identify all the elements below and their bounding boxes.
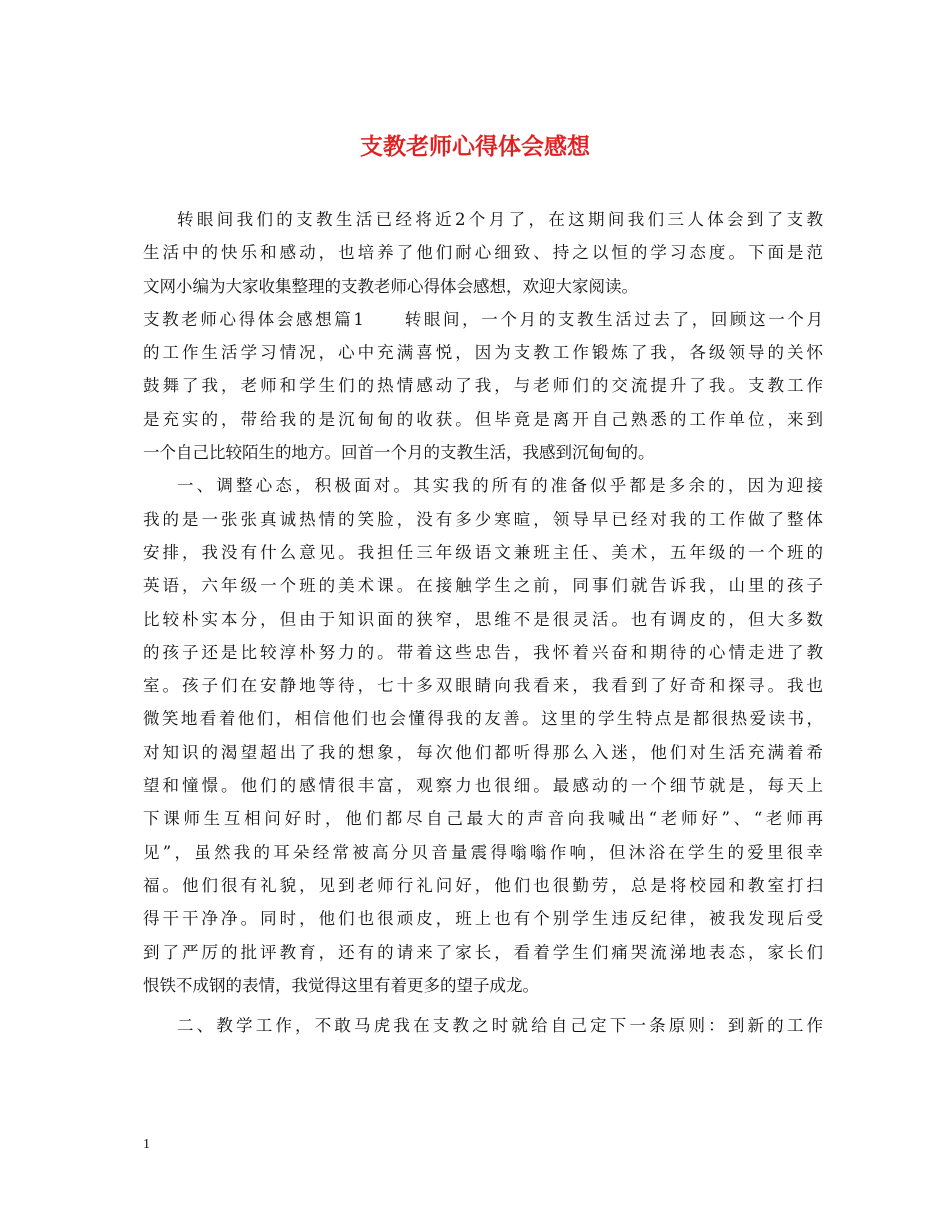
text-line: 福。他们很有礼貌，见到老师行礼问好，他们也很勤劳，总是将校园和教室打扫 bbox=[143, 875, 823, 895]
document-title: 支教老师心得体会感想 bbox=[360, 133, 590, 160]
text-line: 安排，我没有什么意见。我担任三年级语文兼班主任、美术，五年级的一个班的 bbox=[143, 542, 823, 562]
text-line: 英语，六年级一个班的美术课。在接触学生之前，同事们就告诉我，山里的孩子 bbox=[143, 576, 823, 596]
text-line: 二、教学工作，不敢马虎我在支教之时就给自己定下一条原则：到新的工作 bbox=[177, 1016, 823, 1036]
text-line: 我的是一张张真诚热情的笑脸，没有多少寒暄，领导早已经对我的工作做了整体 bbox=[143, 509, 823, 529]
text-line: 是充实的，带给我的是沉甸甸的收获。但毕竟是离开自己熟悉的工作单位，来到 bbox=[143, 409, 823, 429]
text-line: 对知识的渴望超出了我的想象，每次他们都听得那么入迷，他们对生活充满着希 bbox=[143, 742, 823, 762]
page-number: 1 bbox=[143, 1137, 150, 1152]
text-line: 的工作生活学习情况，心中充满喜悦，因为支教工作锻炼了我，各级领导的关怀 bbox=[143, 343, 823, 363]
text-line: 望和憧憬。他们的感情很丰富，观察力也很细。最感动的一个细节就是，每天上 bbox=[143, 776, 823, 796]
text-line: 一、调整心态，积极面对。其实我的所有的准备似乎都是多余的，因为迎接 bbox=[177, 476, 823, 496]
text-line: 鼓舞了我，老师和学生们的热情感动了我，与老师们的交流提升了我。支教工作 bbox=[143, 376, 823, 396]
text-line: 的孩子还是比较淳朴努力的。带着这些忠告，我怀着兴奋和期待的心情走进了教 bbox=[143, 642, 823, 662]
text-line: 一个自己比较陌生的地方。回首一个月的支教生活，我感到沉甸甸的。 bbox=[143, 443, 655, 463]
text-line: 转眼间我们的支教生活已经将近2个月了，在这期间我们三人体会到了支教 bbox=[177, 210, 823, 229]
text-line: 比较朴实本分，但由于知识面的狭窄，思维不是很灵活。也有调皮的，但大多数 bbox=[143, 609, 823, 629]
text-line: 下课师生互相问好时，他们都尽自己最大的声音向我喊出“老师好”、“老师再 bbox=[143, 809, 823, 829]
text-line: 微笑地看着他们，相信他们也会懂得我的友善。这里的学生特点是都很热爱读书， bbox=[143, 709, 823, 729]
document-body bbox=[143, 203, 823, 1042]
text-line: 支教老师心得体会感想篇1 转眼间，一个月的支教生活过去了，回顾这一个月 bbox=[143, 309, 823, 329]
text-line: 室。孩子们在安静地等待，七十多双眼睛向我看来，我看到了好奇和探寻。我也 bbox=[143, 676, 823, 696]
text-line: 得干干净净。同时，他们也很顽皮，班上也有个别学生违反纪律，被我发现后受 bbox=[143, 909, 823, 929]
text-line: 文网小编为大家收集整理的支教老师心得体会感想，欢迎大家阅读。 bbox=[143, 276, 638, 296]
text-line: 到了严厉的批评教育，还有的请来了家长，看着学生们痛哭流涕地表态，家长们 bbox=[143, 942, 823, 962]
paragraph-gap bbox=[143, 1002, 823, 1009]
text-line: 恨铁不成钢的表情，我觉得这里有着更多的望子成龙。 bbox=[143, 975, 539, 995]
text-line: 见”，虽然我的耳朵经常被高分贝音量震得嗡嗡作响，但沐浴在学生的爱里很幸 bbox=[143, 842, 823, 862]
text-line: 生活中的快乐和感动，也培养了他们耐心细致、持之以恒的学习态度。下面是范 bbox=[143, 243, 823, 263]
